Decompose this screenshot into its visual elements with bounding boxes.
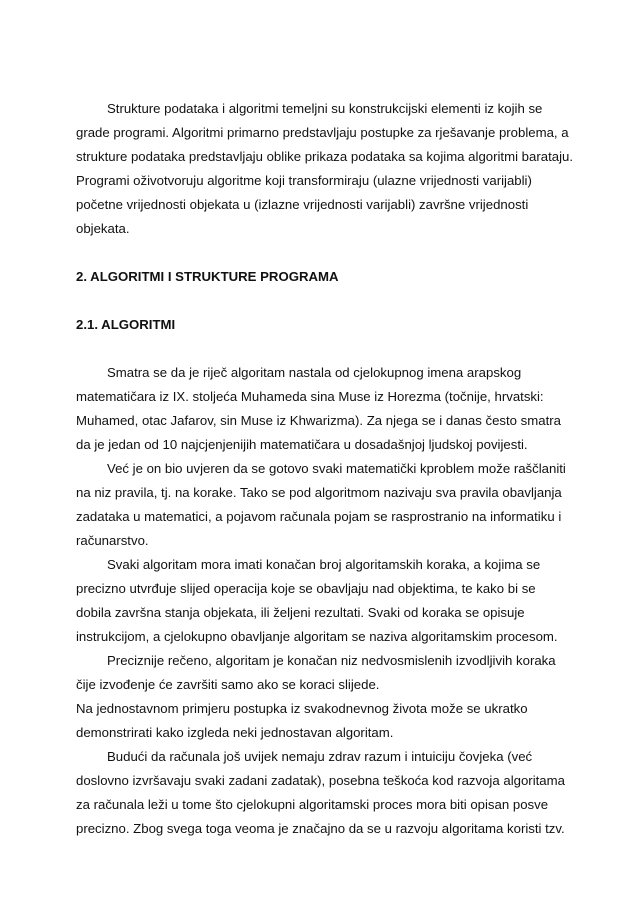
paragraph-etymology (76, 361, 576, 457)
intro-paragraph (76, 97, 576, 241)
text-line: demonstrirati kako izgleda neki jednostavan algoritam. (76, 725, 394, 740)
subsection-heading: 2.1. ALGORITMI (76, 317, 176, 332)
text-line: grade programi. Algoritmi primarno predstavljaju postupke za rješavanje problema, a (76, 125, 569, 140)
paragraph-rules (76, 457, 576, 553)
text-line: početne vrijednosti objekata u (izlazne vrijednosti varijabli) završne vrijednosti (76, 197, 529, 212)
text-line: strukture podataka predstavljaju oblike prikaza podataka sa kojima algoritmi barataju. (76, 149, 573, 164)
paragraph-precision (76, 745, 576, 841)
paragraph-list (76, 361, 576, 841)
text-line: čije izvođenje će završiti samo ako se koraci slijede. (76, 677, 380, 692)
text-line: Strukture podataka i algoritmi temeljni su konstrukcijski elementi iz kojih se (107, 101, 543, 116)
paragraph-definition (76, 649, 576, 697)
text-line: Muhamed, otac Jafarov, sin Muse iz Khwarizma). Za njega se i danas često smatra (76, 413, 561, 428)
text-line: Programi oživotvoruju algoritme koji transformiraju (ulazne vrijednosti varijabli) (76, 173, 532, 188)
section-heading: 2. ALGORITMI I STRUKTURE PROGRAMA (76, 269, 339, 284)
text-line: precizno. Zbog svega toga veoma je značajno da se u razvoju algoritama koristi tzv. (76, 821, 565, 836)
text-line: objekata. (76, 221, 130, 236)
text-line: Budući da računala još uvijek nemaju zdrav razum i intuiciju čovjeka (već (107, 749, 533, 764)
text-line: da je jedan od 10 najcjenjenijih matematičara u dosadašnjoj ljudskoj povijesti. (76, 437, 528, 452)
text-line: Na jednostavnom primjeru postupka iz svakodnevnog života može se ukratko (76, 701, 528, 716)
text-line: doslovno izvršavaju svaki zadani zadatak), posebna teškoća kod razvoja algoritama (76, 773, 565, 788)
text-line: precizno utvrđuje slijed operacija koje se obavljaju nad objektima, te kako bi se (76, 581, 536, 596)
text-line: matematičara iz IX. stoljeća Muhameda sina Muse iz Horezma (točnije, hrvatski: (76, 389, 544, 404)
text-line: dobila završna stanja objekata, ili željeni rezultati. Svaki od koraka se opisuje (76, 605, 525, 620)
text-line: Smatra se da je riječ algoritam nastala od cjelokupnog imena arapskog (107, 365, 522, 380)
text-line: Već je on bio uvjeren da se gotovo svaki matematički kproblem može raščlaniti (107, 461, 566, 476)
text-line: Preciznije rečeno, algoritam je konačan niz nedvosmislenih izvodljivih koraka (107, 653, 556, 668)
text-line: za računala leži u tome što cjelokupni algoritamski proces mora biti opisan posve (76, 797, 549, 812)
text-line: Svaki algoritam mora imati konačan broj algoritamskih koraka, a kojima se (107, 557, 541, 572)
text-line: instrukcijom, a cjelokupno obavljanje algoritam se naziva algoritamskim procesom. (76, 629, 558, 644)
paragraph-steps (76, 553, 576, 649)
text-line: na niz pravila, tj. na korake. Tako se pod algoritmom nazivaju sva pravila obavljanja (76, 485, 562, 500)
text-line: zadataka u matematici, a pojavom računala pojam se rasprostranio na informatiku i (76, 509, 562, 524)
text-line: računarstvo. (76, 533, 149, 548)
document-body (76, 97, 576, 841)
paragraph-example (76, 697, 576, 745)
